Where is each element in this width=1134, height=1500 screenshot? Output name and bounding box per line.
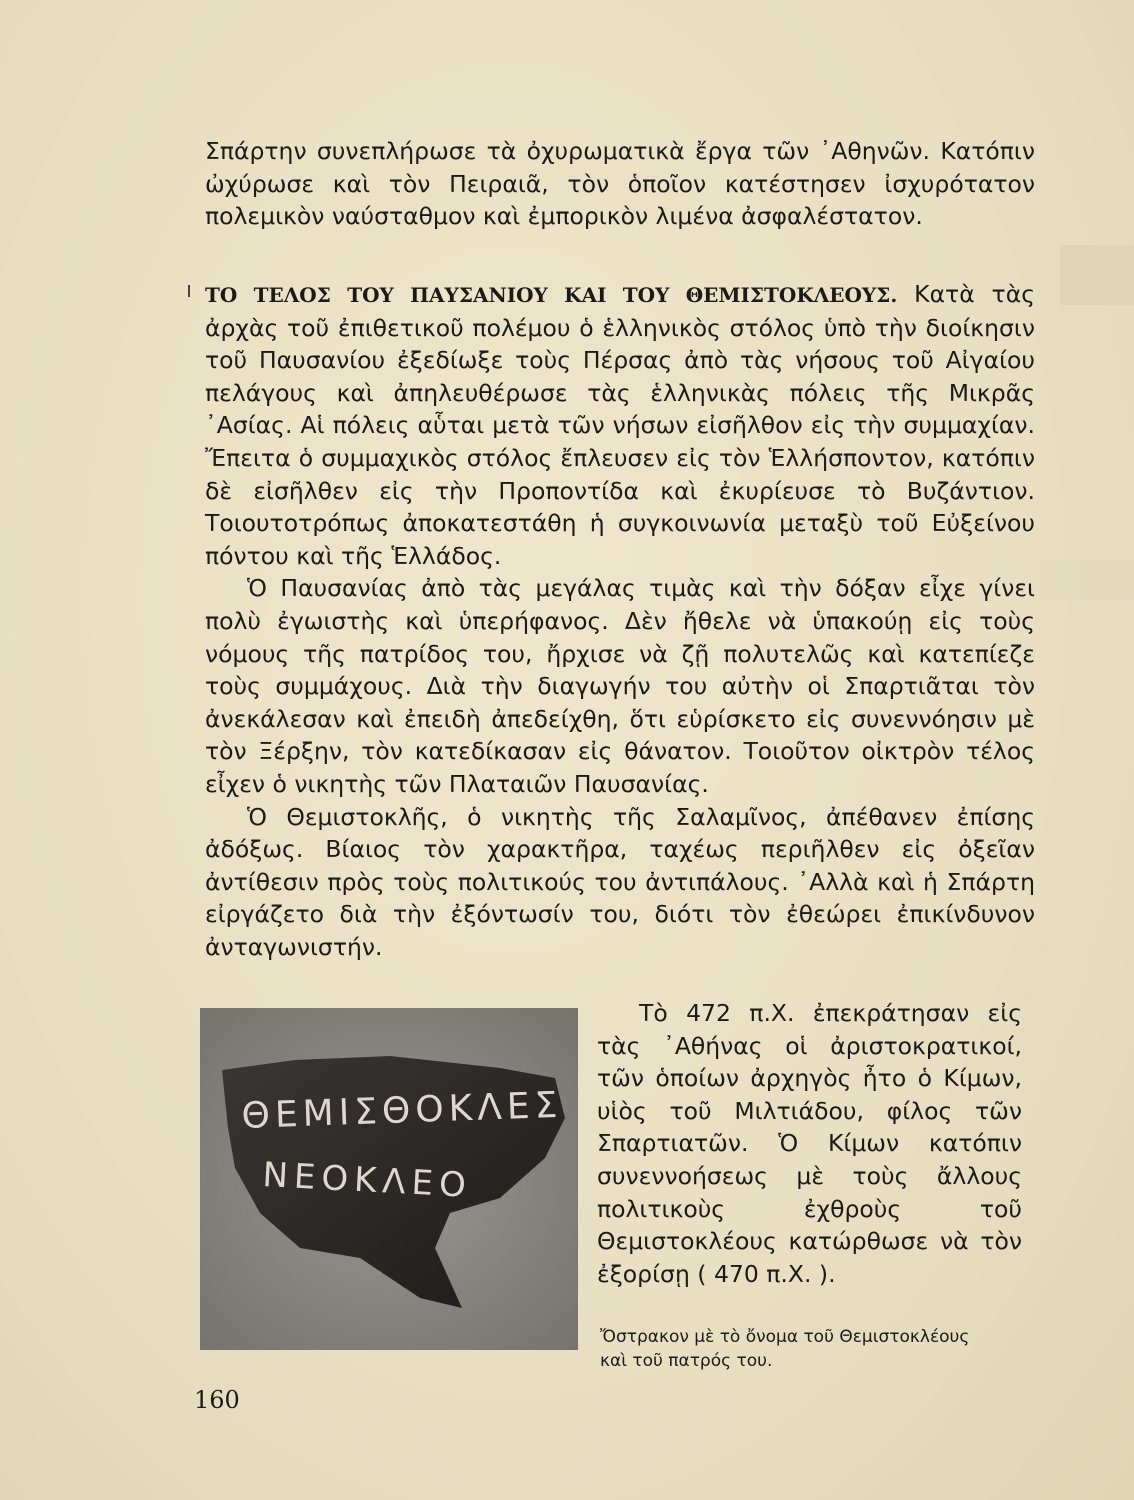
ostrakon-photo: [200, 1008, 578, 1350]
intro-paragraph: [205, 135, 1035, 233]
caption-line-2: καὶ τοῦ πατρός του.: [600, 1351, 773, 1371]
intro-text: Σπάρτην συνεπλήρωσε τὰ ὀχυρωματικὰ ἔργα τῶν ᾿Αθηνῶν. Κατόπιν ὠχύρωσε καὶ τὸν Πειραιᾶ, τὸν ὁποῖον κατέστησεν ἰσχυρότατον πολεμικὸν ναύσταθμον καὶ ἐμπορικὸν λιμένα ἀσφαλέστατον.: [205, 137, 1035, 231]
photo-caption: [600, 1325, 1030, 1373]
inscription-line-1: ΘΕΜΙΣΘΟΚΛΕΣ: [240, 1084, 564, 1137]
section-paragraph-4: Τὸ 472 π.Χ. ἐπεκράτησαν εἰς τὰς ᾿Αθήνας οἱ ἀριστοκρατικοί, τῶν ὁποίων ἀρχηγὸς ἦτο ὁ Κίμων, υἱὸς τοῦ Μιλτιάδου, φίλος τῶν Σπαρτιατῶν. Ὁ Κίμων κατόπιν συνεννοήσεως μὲ τοὺς ἄλλους πολιτικοὺς ἐχθροὺς τοῦ Θεμιστοκλέους κατώρθωσε νὰ τὸν ἐξορίσῃ ( 470 π.Χ. ).: [597, 999, 1022, 1288]
section-body: [205, 278, 1035, 963]
paragraph-1-text: Κατὰ τὰς ἀρχὰς τοῦ ἐπιθετικοῦ πολέμου ὁ ἑλληνικὸς στόλος ὑπὸ τὴν διοίκησιν τοῦ Παυσανίου ἐξεδίωξε τοὺς Πέρσας ἀπὸ τὰς νήσους τοῦ Αἰγαίου πελάγους καὶ ἀπηλευθέρωσε τὰς ἑλληνικὰς πόλεις τῆς Μικρᾶς ᾿Ασίας. Αἱ πόλεις αὗται μετὰ τῶν νήσων εἰσῆλθον εἰς τὴν συμμαχίαν. Ἔπειτα ὁ συμμαχικὸς στόλος ἔπλευσεν εἰς τὸν Ἑλλήσποντον, κατόπιν δὲ εἰσῆλθεν εἰς τὴν Προποντίδα καὶ ἐκυρίευσε τὸ Βυζάντιον. Τοιουτοτρόπως ἀποκατεστάθη ἡ συγκοινωνία μεταξὺ τοῦ Εὐξείνου πόντου καὶ τῆς Ἑλλάδος.: [205, 280, 1035, 570]
inscription-line-2: ΝΕΟΚΛΕΟ: [261, 1155, 473, 1206]
page-number: 160: [194, 1386, 240, 1414]
section-paragraph-1: [205, 278, 1035, 572]
caption-line-1: Ὄστρακον μὲ τὸ ὄνομα τοῦ Θεμιστοκλέους: [600, 1327, 970, 1347]
section-paragraph-3: Ὁ Θεμιστοκλῆς, ὁ νικητὴς τῆς Σαλαμῖνος, ἀπέθανεν ἐπίσης ἀδόξως. Βίαιος τὸν χαρακτῆρα, ταχέως περιῆλθεν εἰς ὀξεῖαν ἀντίθεσιν πρὸς τοὺς πολιτικούς του ἀντιπάλους. ᾿Αλλὰ καὶ ἡ Σπάρτη εἰργάζετο διὰ τὴν ἐξόντωσίν του, διότι τὸν ἐθεώρει ἐπικίνδυνον ἀνταγωνιστήν.: [205, 802, 1035, 961]
ostrakon-image: [200, 1008, 578, 1350]
section-paragraph-2: Ὁ Παυσανίας ἀπὸ τὰς μεγάλας τιμὰς καὶ τὴν δόξαν εἶχε γίνει πολὺ ἐγωιστὴς καὶ ὑπερήφανος. Δὲν ἤθελε νὰ ὑπακούῃ εἰς τοὺς νόμους τῆς πατρίδος του, ἤρχισε νὰ ζῇ πολυτελῶς καὶ κατεπίεζε τοὺς συμμάχους. Διὰ τὴν διαγωγήν του αὐτὴν οἱ Σπαρτιᾶται τὸν ἀνεκάλεσαν καὶ ἐπειδὴ ἀπεδείχθη, ὅτι εὑρίσκετο εἰς συνεννόησιν μὲ τὸν Ξέρξην, τὸν κατεδίκασαν εἰς θάνατον. Τοιοῦτον οἰκτρὸν τέλος εἶχεν ὁ νικητὴς τῶν Πλαταιῶν Παυσανίας.: [205, 574, 1035, 798]
section-heading: ΤΟ ΤΕΛΟΣ ΤΟΥ ΠΑΥΣΑΝΙΟΥ ΚΑΙ ΤΟΥ ΘΕΜΙΣΤΟΚΛΕΟΥΣ.: [205, 283, 898, 307]
margin-mark: [188, 285, 190, 297]
side-paragraph: [597, 997, 1022, 1290]
